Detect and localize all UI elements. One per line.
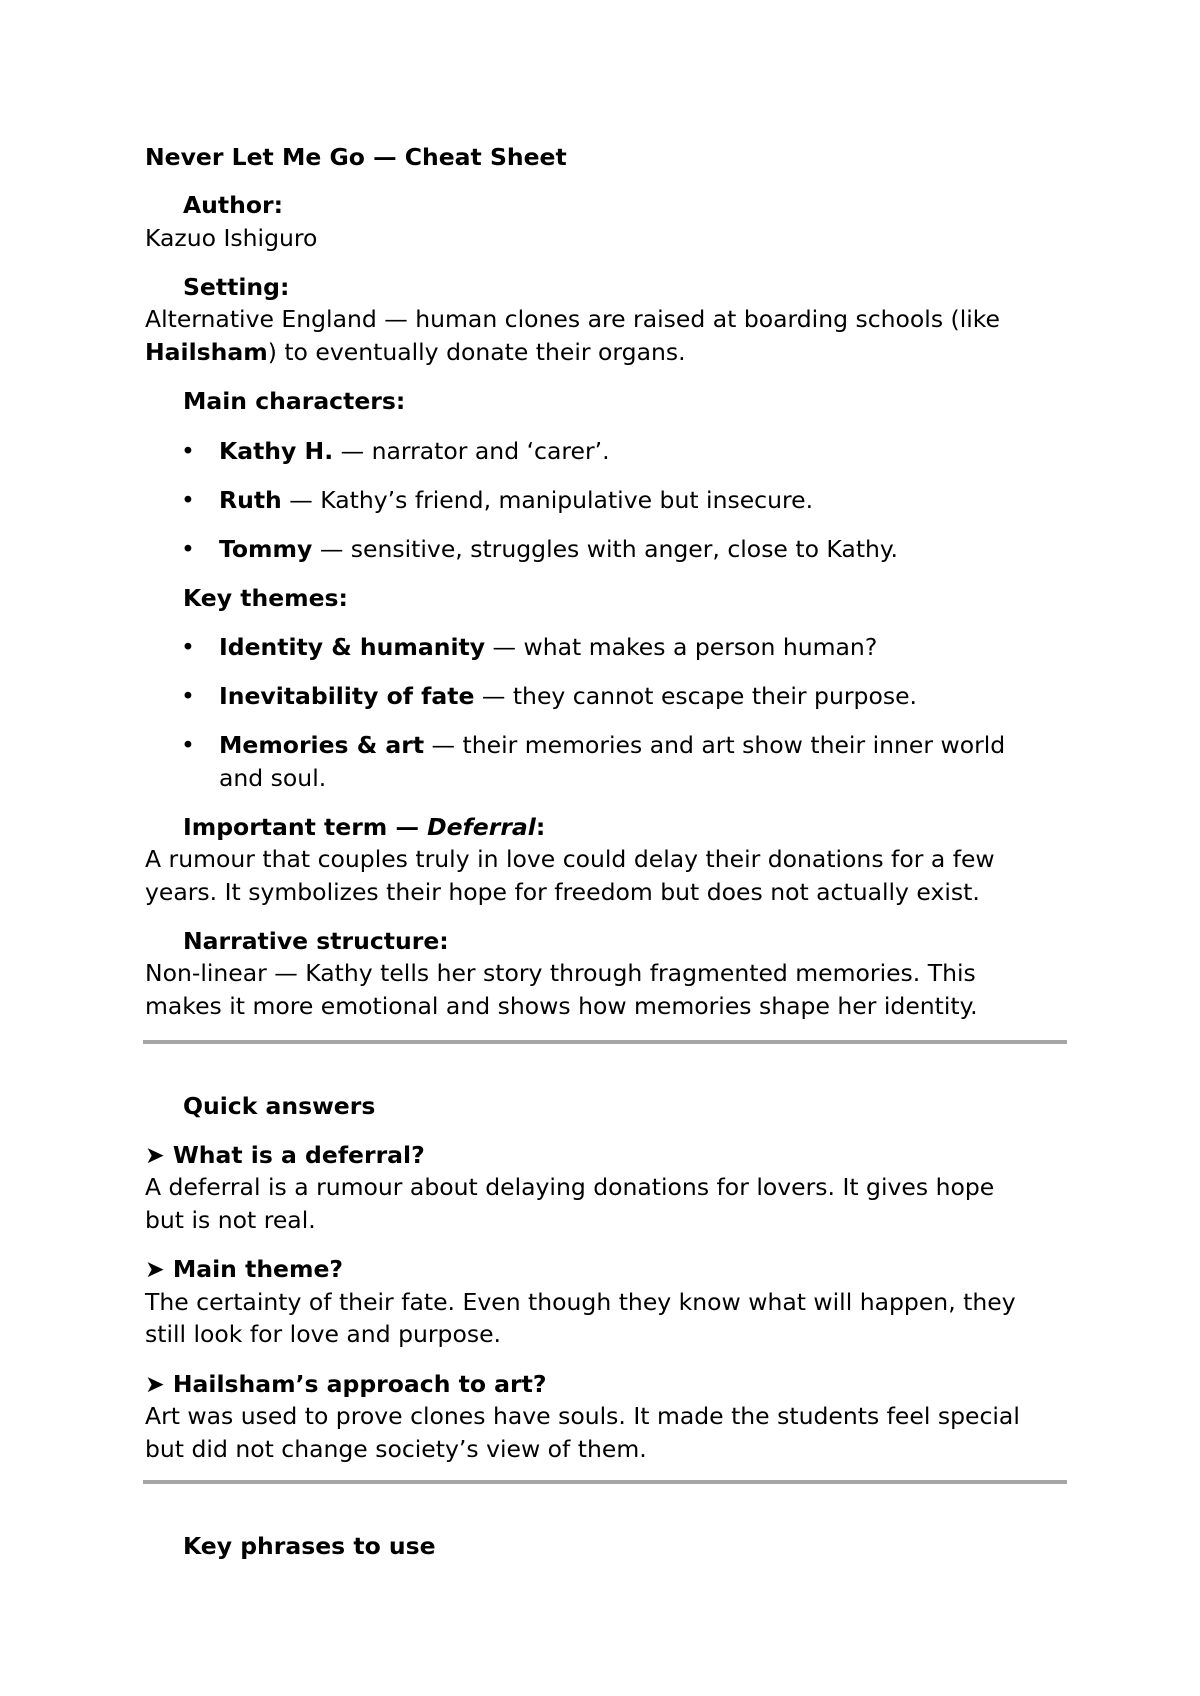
bullet-icon: • [181, 437, 195, 465]
character-item [219, 486, 814, 514]
structure-line-1: Non-linear — Kathy tells her story through fragmented memories. This [145, 959, 976, 987]
theme-desc: — their memories and art show their inner world [424, 731, 1006, 759]
setting-line-1: Alternative England — human clones are raised at boarding schools (like [145, 305, 1000, 333]
character-item [219, 437, 610, 465]
hailsham-bold: Hailsham [145, 338, 268, 366]
question: ➤ Hailsham’s approach to art? [145, 1370, 547, 1398]
author-text: Kazuo Ishiguro [145, 224, 318, 252]
bullet-icon: • [181, 633, 195, 661]
character-desc: — sensitive, struggles with anger, close to Kathy. [312, 535, 898, 563]
bullet-icon: • [181, 731, 195, 759]
question: ➤ What is a deferral? [145, 1141, 425, 1169]
theme-name: Inevitability of fate [219, 682, 475, 710]
character-name: Tommy [219, 535, 313, 563]
bullet-icon: • [181, 486, 195, 514]
theme-item [219, 633, 878, 661]
theme-desc: — they cannot escape their purpose. [474, 682, 917, 710]
term-line-2: years. It symbolizes their hope for freedom but does not actually exist. [145, 878, 980, 906]
character-name: Ruth [219, 486, 282, 514]
theme-name: Identity & humanity [219, 633, 486, 661]
quick-answers-heading: Quick answers [183, 1092, 376, 1120]
question: ➤ Main theme? [145, 1255, 344, 1283]
character-item [219, 535, 898, 563]
bullet-icon: • [181, 682, 195, 710]
theme-item [219, 731, 1006, 759]
answer-line-2: still look for love and purpose. [145, 1320, 502, 1348]
character-name: Kathy H. [219, 437, 334, 465]
key-phrases-heading: Key phrases to use [183, 1532, 436, 1560]
setting-line-2-rest: ) to eventually donate their organs. [267, 338, 686, 366]
structure-line-2: makes it more emotional and shows how memories shape her identity. [145, 992, 978, 1020]
characters-heading: Main characters: [183, 387, 406, 415]
bullet-icon: • [181, 535, 195, 563]
theme-item [219, 682, 917, 710]
answer-line-2: but did not change society’s view of them. [145, 1435, 647, 1463]
page-title: Never Let Me Go — Cheat Sheet [145, 143, 567, 171]
term-heading [183, 813, 546, 841]
structure-heading: Narrative structure: [183, 927, 449, 955]
theme-desc-continued: and soul. [219, 764, 327, 792]
answer-line-1: Art was used to prove clones have souls. It made the students feel special [145, 1402, 1020, 1430]
term-heading-prefix: Important term — [183, 813, 428, 841]
section-divider [143, 1480, 1067, 1484]
answer-line-2: but is not real. [145, 1206, 316, 1234]
character-desc: — Kathy’s friend, manipulative but insecure. [281, 486, 814, 514]
term-line-1: A rumour that couples truly in love could delay their donations for a few [145, 845, 995, 873]
answer-line-1: A deferral is a rumour about delaying donations for lovers. It gives hope [145, 1173, 995, 1201]
theme-desc: — what makes a person human? [485, 633, 878, 661]
section-divider [143, 1040, 1067, 1044]
term-heading-term: Deferral [427, 813, 536, 841]
author-heading: Author: [183, 191, 284, 219]
theme-name: Memories & art [219, 731, 425, 759]
character-desc: — narrator and ‘carer’. [333, 437, 610, 465]
setting-line-2 [145, 338, 686, 366]
answer-line-1: The certainty of their fate. Even though they know what will happen, they [145, 1288, 1016, 1316]
setting-heading: Setting: [183, 273, 290, 301]
themes-heading: Key themes: [183, 584, 348, 612]
term-heading-suffix: : [535, 813, 546, 841]
